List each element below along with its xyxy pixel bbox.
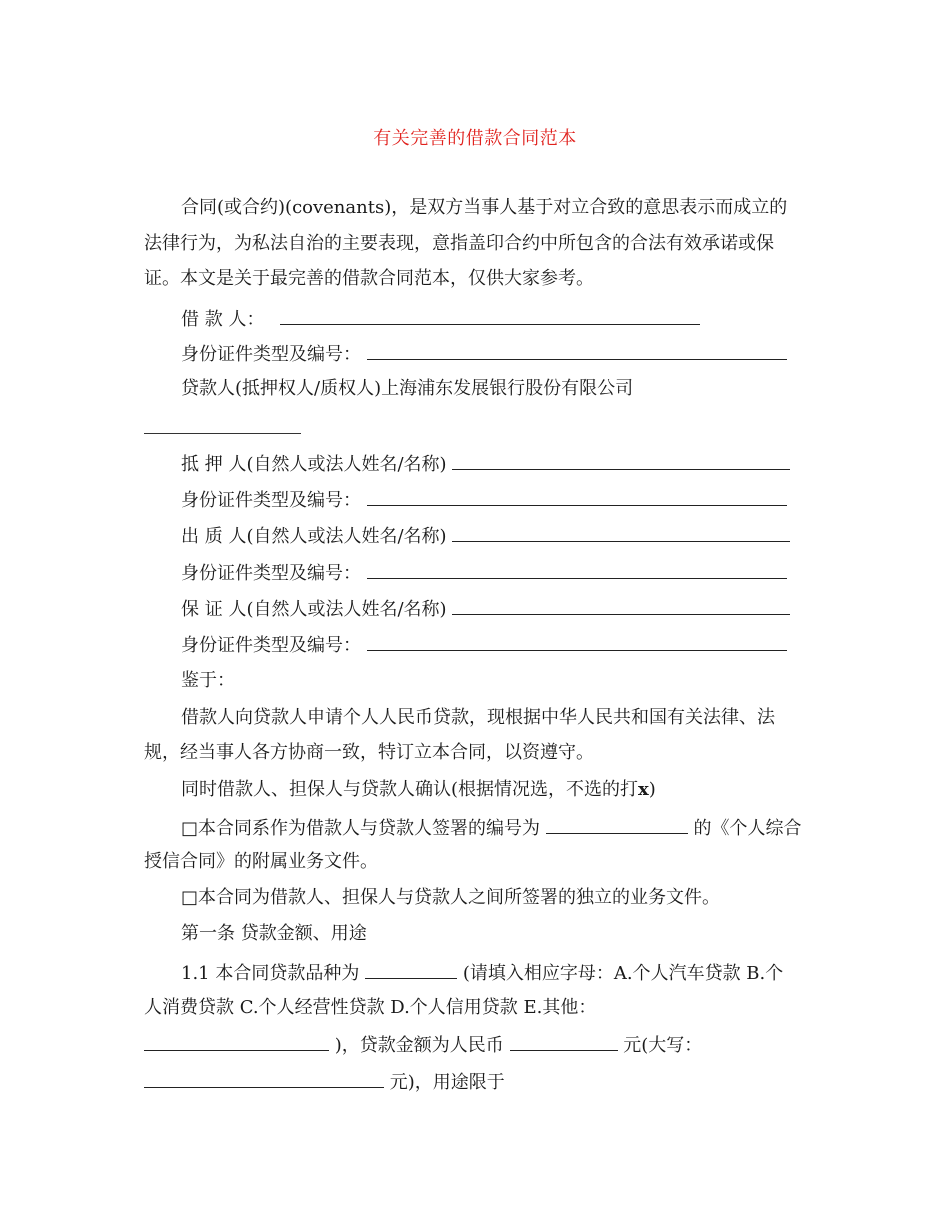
intro-line-3: 证。本文是关于最完善的借款合同范本，仅供大家参考。: [144, 268, 594, 289]
loan-amount-blank[interactable]: [510, 1032, 618, 1051]
article1-line2: 人消费贷款 C.个人经营性贷款 D.个人信用贷款 E.其他：: [144, 997, 597, 1018]
confirm-mark: x: [638, 779, 649, 800]
lender-blank[interactable]: [144, 433, 301, 434]
credit-contract-number-blank[interactable]: [546, 815, 688, 834]
amount-in-words-blank[interactable]: [144, 1069, 384, 1088]
confirm-text: 同时借款人、担保人与贷款人确认(根据情况选，不选的打: [181, 779, 639, 800]
article1-l1-a: 1.1 本合同贷款品种为: [181, 963, 360, 984]
guarantor-id-row: [181, 632, 787, 658]
option1-line2: 授信合同》的附属业务文件。: [144, 851, 378, 872]
pledgor-id-row: [181, 560, 787, 586]
intro-line-2: 法律行为，为私法自治的主要表现，意指盖印合约中所包含的合法有效承诺或保: [144, 233, 774, 254]
mortgagor-label: 抵 押 人(自然人或法人姓名/名称): [181, 454, 447, 475]
guarantor-row: [181, 596, 790, 622]
guarantor-label: 保 证 人(自然人或法人姓名/名称): [181, 599, 447, 620]
whereas-para1-line1: 借款人向贷款人申请个人人民币贷款，现根据中华人民共和国有关法律、法: [181, 707, 775, 728]
confirm-line: [181, 778, 656, 802]
pledgor-id-blank[interactable]: [367, 560, 787, 579]
document-title: 有关完善的借款合同范本: [373, 128, 577, 149]
article1-l1-b: (请填入相应字母：A.个人汽车贷款 B.个: [462, 963, 784, 984]
whereas-label: 鉴于：: [181, 670, 235, 691]
loan-type-blank[interactable]: [365, 960, 457, 979]
article1-heading: 第一条 贷款金额、用途: [181, 923, 367, 944]
option2-line[interactable]: □本合同为借款人、担保人与贷款人之间所签署的独立的业务文件。: [181, 887, 721, 908]
option1-text-b: 的《个人综合: [693, 818, 802, 839]
pledgor-blank[interactable]: [452, 523, 790, 542]
mortgagor-id-blank[interactable]: [367, 487, 787, 506]
borrower-label: 借 款 人：: [181, 309, 265, 330]
id-type-label: 身份证件类型及编号：: [181, 490, 361, 511]
option1-line: [181, 815, 801, 841]
mortgagor-blank[interactable]: [452, 451, 790, 470]
confirm-end: ): [648, 779, 656, 800]
id-type-label: 身份证件类型及编号：: [181, 635, 361, 656]
id-type-label: 身份证件类型及编号：: [181, 563, 361, 584]
pledgor-label: 出 质 人(自然人或法人姓名/名称): [181, 526, 447, 547]
borrower-id-blank[interactable]: [367, 341, 787, 360]
mortgagor-row: [181, 451, 790, 477]
lender-line: 贷款人(抵押权人/质权人)上海浦东发展银行股份有限公司: [181, 378, 634, 399]
article1-l4-a: 元)，用途限于: [389, 1072, 505, 1093]
article1-line4: [144, 1069, 505, 1095]
guarantor-blank[interactable]: [452, 596, 790, 615]
article1-line3: [144, 1032, 702, 1058]
article1-l3-b: 元(大写：: [623, 1035, 703, 1056]
whereas-para1-line2: 规，经当事人各方协商一致，特订立本合同，以资遵守。: [144, 742, 594, 763]
pledgor-row: [181, 523, 790, 549]
borrower-blank[interactable]: [280, 306, 700, 325]
mortgagor-id-row: [181, 487, 787, 513]
borrower-id-row: [181, 341, 787, 367]
id-type-label: 身份证件类型及编号：: [181, 344, 361, 365]
other-type-blank[interactable]: [144, 1032, 329, 1051]
article1-l3-a: )，贷款金额为人民币: [334, 1035, 504, 1056]
article1-line1: [181, 960, 783, 986]
borrower-row: [181, 306, 700, 332]
option1-checkbox-text[interactable]: □本合同系作为借款人与贷款人签署的编号为: [181, 818, 541, 839]
intro-line-1: 合同(或合约)(covenants)，是双方当事人基于对立合致的意思表示而成立的: [181, 197, 788, 218]
guarantor-id-blank[interactable]: [367, 632, 787, 651]
